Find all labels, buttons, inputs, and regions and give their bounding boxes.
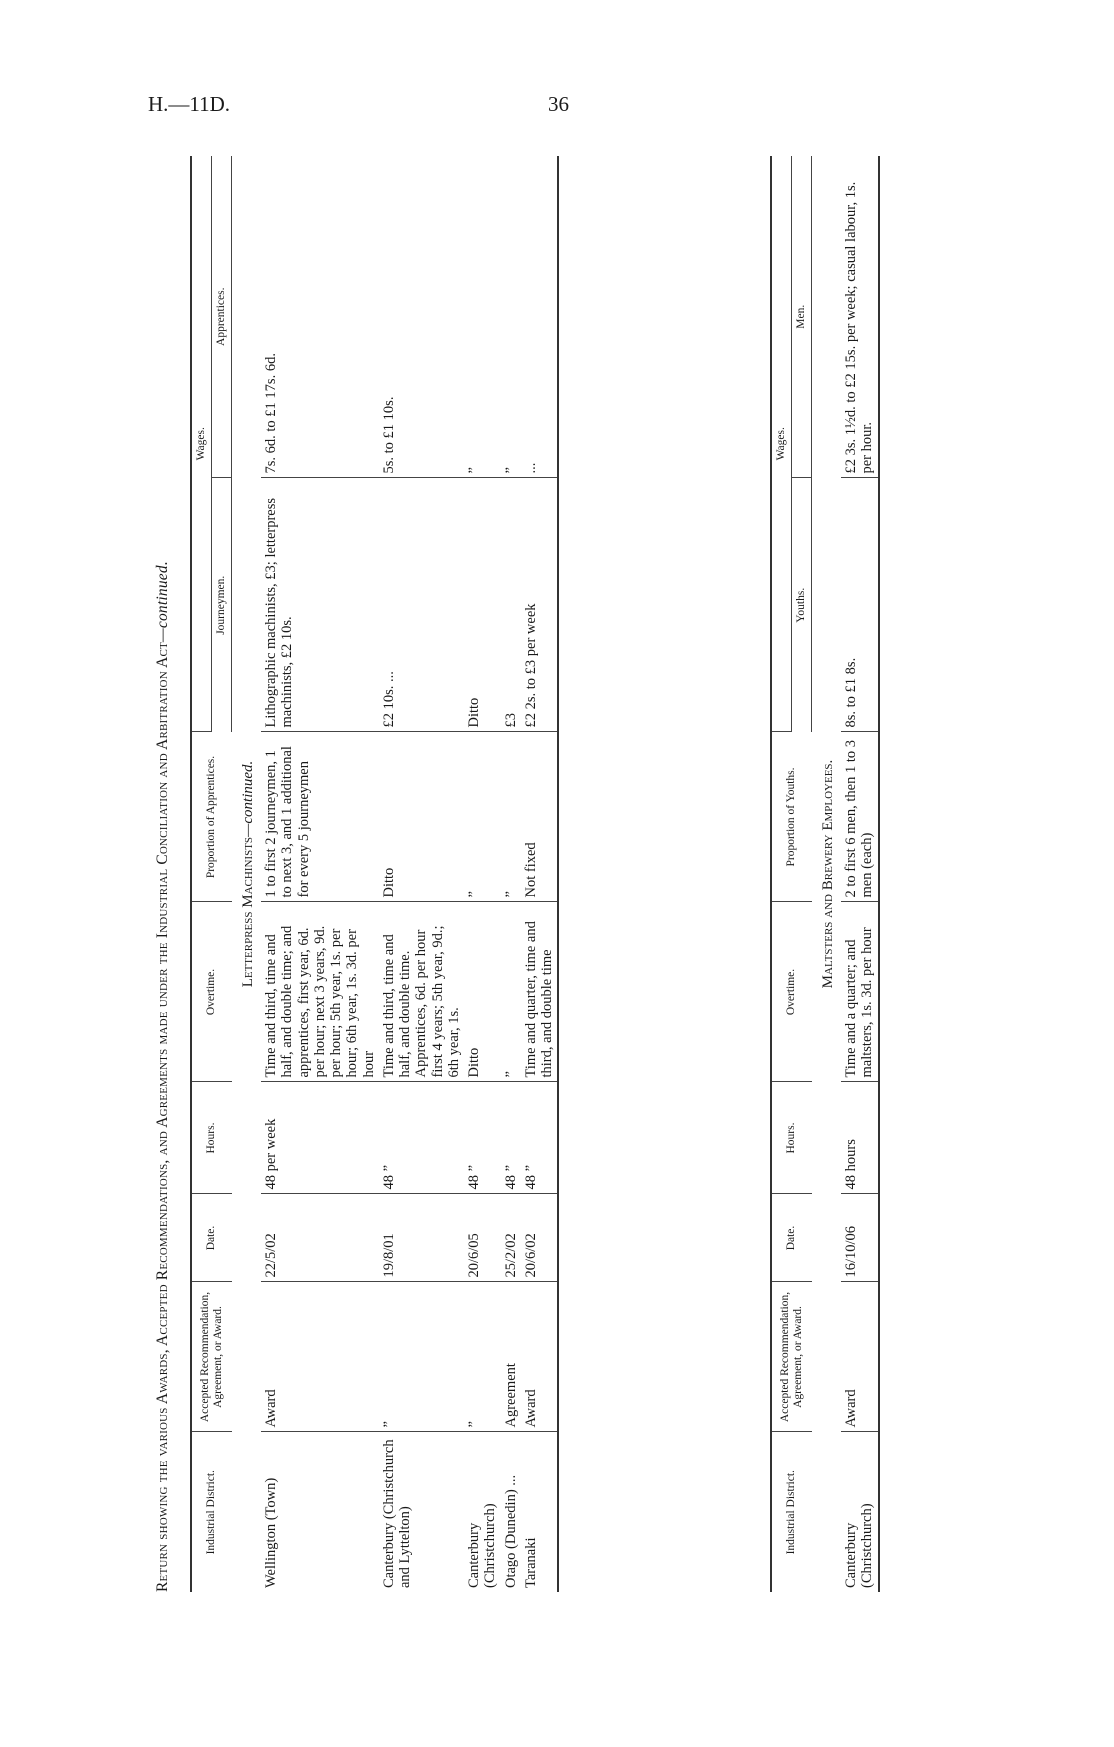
cell-journeymen: Lithographic machinists, £3; letterpress machinists, £2 10s.: [261, 478, 379, 732]
section-heading-row: [812, 156, 841, 1592]
cell-proportion: Not fixed: [521, 732, 558, 902]
cell-proportion: ”: [501, 732, 521, 902]
header-overtime: Overtime.: [771, 902, 812, 1082]
cell-accepted: Award: [261, 1282, 379, 1432]
cell-hours: 48 ”: [464, 1082, 500, 1194]
cell-hours: 48 ”: [521, 1082, 558, 1194]
cell-apprentices: ...: [521, 156, 558, 478]
header-accepted: Accepted Recommendation, Agreement, or Award.: [771, 1282, 812, 1432]
cell-date: 20/6/02: [521, 1194, 558, 1282]
table-header-row: [771, 156, 792, 1592]
cell-hours: 48 ”: [501, 1082, 521, 1194]
cell-district: Canterbury (Christchurch): [841, 1432, 878, 1592]
cell-district: Canterbury (Christchurch and Lyttelton): [380, 1439, 414, 1588]
cell-proportion: ”: [464, 732, 500, 902]
cell-date: 16/10/06: [841, 1194, 878, 1282]
rotated-table-block: [150, 142, 980, 1602]
title-continued: —continued.: [154, 561, 171, 643]
header-proportion: Proportion of Youths.: [771, 732, 812, 902]
cell-date: 19/8/01: [379, 1194, 464, 1282]
letterpress-table: [190, 156, 559, 1592]
cell-accepted: Agreement: [501, 1282, 521, 1432]
header-wages: Wages.: [191, 156, 212, 732]
cell-hours: 48 hours: [841, 1082, 878, 1194]
header-district: Industrial District.: [771, 1432, 812, 1592]
cell-proportion: Ditto: [379, 732, 464, 902]
header-journeymen: Journeymen.: [212, 478, 232, 732]
cell-apprentices: 5s. to £1 10s.: [379, 156, 464, 478]
cell-accepted: Award: [521, 1282, 558, 1432]
table-row: [501, 156, 521, 1592]
cell-apprentices: 7s. 6d. to £1 17s. 6d.: [261, 156, 379, 478]
header-date: Date.: [771, 1194, 812, 1282]
cell-overtime: Time and a quarter; and maltsters, 1s. 3d. per hour: [841, 902, 878, 1082]
table-row: [521, 156, 558, 1592]
table-title: [154, 152, 172, 1592]
cell-district: Otago (Dunedin) ...: [502, 1474, 519, 1588]
cell-date: 20/6/05: [464, 1194, 500, 1282]
section-name: Maltsters and Brewery Employees.: [820, 759, 837, 989]
table-row: [261, 156, 379, 1592]
cell-accepted: Award: [841, 1282, 878, 1432]
cell-youths: 8s. to £1 8s.: [841, 478, 878, 732]
cell-overtime: ”: [501, 902, 521, 1082]
table-row: [379, 156, 464, 1592]
cell-district: Taranaki: [521, 1432, 558, 1592]
cell-hours: 48 ”: [379, 1082, 464, 1194]
header-apprentices: Apprentices.: [212, 156, 232, 478]
cell-men: £2 3s. 1½d. to £2 15s. per week; casual labour, 1s. per hour.: [841, 156, 878, 478]
header-hours: Hours.: [771, 1082, 812, 1194]
cell-hours: 48 per week: [261, 1082, 379, 1194]
cell-journeymen: £2 10s. ...: [379, 478, 464, 732]
header-youths: Youths.: [792, 478, 812, 732]
cell-date: 22/5/02: [261, 1194, 379, 1282]
cell-overtime: Time and quarter, time and third, and double time: [521, 902, 558, 1082]
header-hours: Hours.: [191, 1082, 232, 1194]
cell-overtime: Time and third, time and half, and double time; and apprentices, first year, 6d. per hour; next 3 years, 9d. per hour; 5th year, 1s. per hour; 6th year, 1s. 3d. per hour: [261, 902, 379, 1082]
section-continued: —continued.: [240, 760, 257, 837]
table-row: [464, 156, 500, 1592]
header-district: Industrial District.: [191, 1432, 232, 1592]
cell-apprentices: ”: [464, 156, 500, 478]
page-number: 36: [548, 92, 569, 116]
cell-accepted: ”: [464, 1282, 500, 1432]
header-overtime: Overtime.: [191, 902, 232, 1082]
cell-apprentices: ”: [501, 156, 521, 478]
cell-district: Wellington (Town): [263, 1477, 280, 1588]
cell-overtime: Time and third, time and half, and double time. Apprentices, 6d. per hour first 4 years; 5th year, 9d.; 6th year, 1s.: [379, 902, 464, 1082]
header-accepted: Accepted Recommendation, Agreement, or Award.: [191, 1282, 232, 1432]
cell-journeymen: £3: [501, 478, 521, 732]
cell-date: 25/2/02: [501, 1194, 521, 1282]
cell-district: Canterbury (Christchurch): [466, 1503, 499, 1588]
title-main: Return showing the various Awards, Accepted Recommendations, and Agreements made under the Industrial Conciliation and Arbitration Act: [154, 642, 171, 1592]
cell-proportion: 2 to first 6 men, then 1 to 3 men (each): [841, 732, 878, 902]
section-name: Letterpress Machinists: [240, 836, 257, 988]
table-row: [841, 156, 878, 1592]
header-proportion: Proportion of Apprentices.: [191, 732, 232, 902]
cell-journeymen: £2 2s. to £3 per week: [521, 478, 558, 732]
cell-accepted: ”: [379, 1282, 464, 1432]
cell-overtime: Ditto: [464, 902, 500, 1082]
header-men: Men.: [792, 156, 812, 478]
table-header-row: [191, 156, 212, 1592]
cell-journeymen: Ditto: [464, 478, 500, 732]
page-reference: H.—11D.: [148, 92, 231, 116]
section-heading-row: [232, 156, 261, 1592]
header-date: Date.: [191, 1194, 232, 1282]
cell-proportion: 1 to first 2 journeymen, 1 to next 3, and 1 additional for every 5 journeymen: [261, 732, 379, 902]
header-wages: Wages.: [771, 156, 792, 732]
maltsters-table: [770, 156, 880, 1592]
